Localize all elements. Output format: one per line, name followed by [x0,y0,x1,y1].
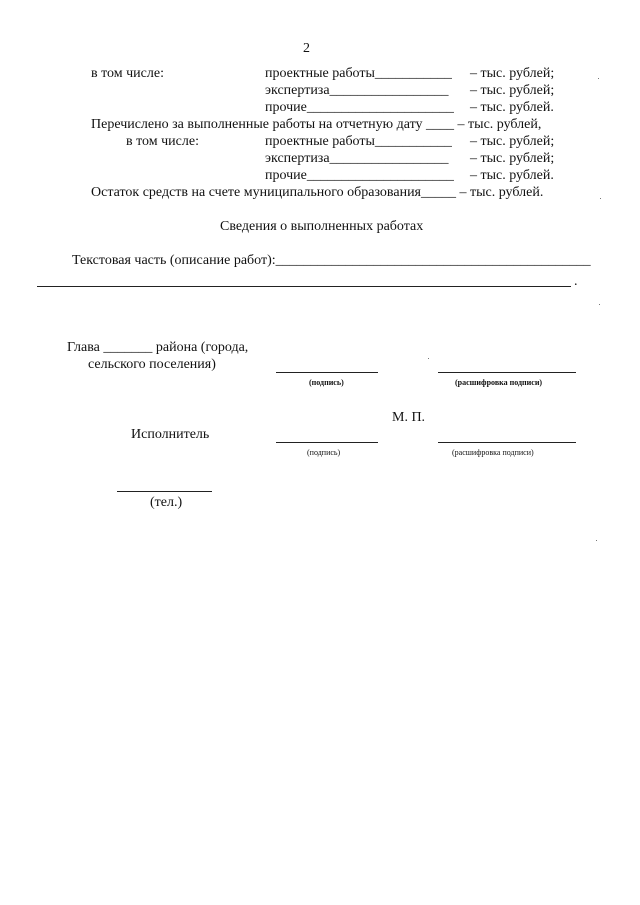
including-label-2: в том числе: [126,134,199,149]
head-title-line2: сельского поселения) [88,357,216,372]
balance-line: Остаток средств на счете муниципального образования_____ – тыс. рублей. [91,185,544,200]
expertise-label: экспертиза_________________ [265,83,449,98]
design-works-label-2: проектные работы___________ [265,134,452,149]
page-number: 2 [303,41,310,56]
executor-decoding-caption: (расшифровка подписи) [452,448,534,457]
scan-speck [596,540,597,541]
head-decoding-line [438,372,576,373]
other-unit: – тыс. рублей. [470,100,554,115]
other-unit-2: – тыс. рублей. [470,168,554,183]
stamp-place: М. П. [392,410,426,425]
phone-line [117,491,212,492]
text-part-line [37,286,571,287]
expertise-unit-2: – тыс. рублей; [470,151,555,166]
text-part-label: Текстовая часть (описание работ):_____________________________________________ [72,253,591,268]
executor-label: Исполнитель [131,427,210,442]
transferred-line: Перечислено за выполненные работы на отчетную дату ____ – тыс. рублей, [91,117,542,132]
executor-signature-caption: (подпись) [307,448,341,457]
expertise-unit: – тыс. рублей; [470,83,555,98]
text-part-line-end: . [574,274,578,289]
expertise-label-2: экспертиза_________________ [265,151,449,166]
other-label-2: прочие_____________________ [265,168,454,183]
head-signature-caption: (подпись) [309,378,344,387]
including-label: в том числе: [91,66,164,81]
executor-decoding-line [438,442,576,443]
scan-speck [428,358,429,359]
head-decoding-caption: (расшифровка подписи) [455,378,543,387]
phone-label: (тел.) [150,495,183,510]
other-label: прочие_____________________ [265,100,454,115]
design-works-unit: – тыс. рублей; [470,66,555,81]
design-works-unit-2: – тыс. рублей; [470,134,555,149]
head-title-line1: Глава _______ района (города, [67,340,249,355]
design-works-label: проектные работы___________ [265,66,452,81]
scan-speck [599,304,600,305]
executor-signature-line [276,442,378,443]
scan-speck [600,198,601,199]
head-signature-line [276,372,378,373]
works-heading: Сведения о выполненных работах [220,219,424,234]
scan-speck [598,78,599,79]
